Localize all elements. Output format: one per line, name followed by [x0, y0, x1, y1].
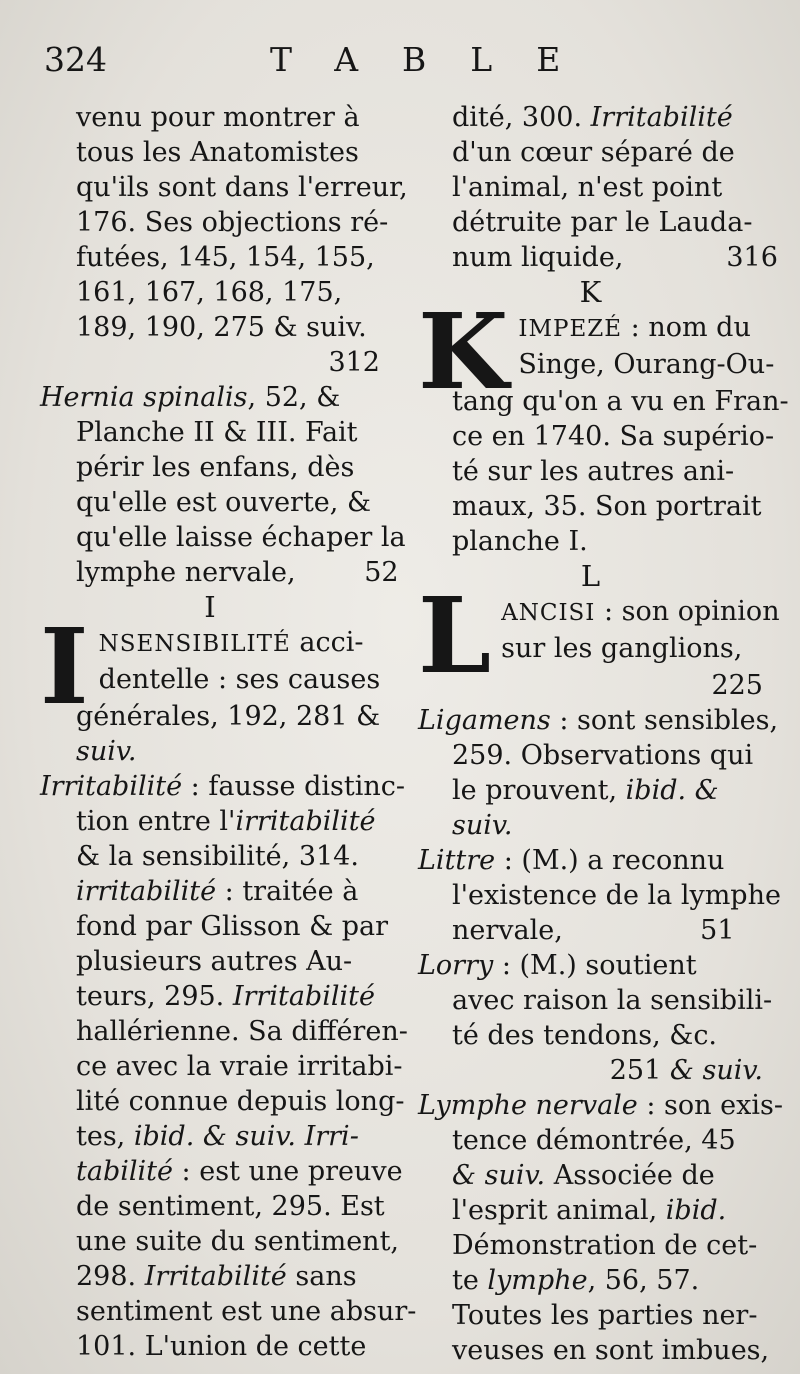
index-entry-continued: venu pour montrer à tous les Anatomistes qu'ils sont dans l'erreur, 176. Ses objections ré- futées, 145, 154, 155, 161, 167, 168, 175, 189, 190, 275 & suiv. 312 [76, 102, 408, 378]
page-header [0, 40, 800, 90]
running-title: TABLE [270, 40, 605, 79]
left-column [40, 100, 417, 1364]
drop-cap: I [40, 605, 89, 728]
index-entry-hernia: Hernia spinalis, 52, & Planche II & III. Fait périr les enfans, dès qu'elle est ouverte, & qu'elle laisse échaper la lymphe nervale, 52 [40, 382, 406, 588]
index-entry-irritabilite: Irritabilité : fausse distinc- tion entre l'irritabilité & la sensibilité, 314. irritabilité : traitée à fond par Glisson & par plusieurs autres Au- teurs, 295. Irritabilité hallérienne. Sa différen- ce avec la vraie irritabi- lité connue depuis long- tes, ibid. & suiv. Irri- tabilité : est une preuve de sentiment, 295. Est une suite du sentiment, 298. Irritabilité sans sentiment est une absur- 101. L'union de cette [40, 771, 417, 1362]
drop-cap: L [418, 574, 492, 697]
index-entry-lymphe: Lymphe nervale : son exis- tence démontrée, 45 & suiv. Associée de l'esprit animal, ibid. Démonstration de cet- te lymphe, 56, 57. Toutes les parties ner- veuses en sont imbues, [418, 1090, 783, 1366]
index-entry-insensibilite: I NSENSIBILITÉ acci- dentelle : ses causes générales, 192, 281 & suiv. [40, 605, 381, 767]
index-entry-lorry: Lorry : (M.) soutient avec raison la sensibili- té des tendons, &c. 251 & suiv. [418, 950, 773, 1086]
entry-term: Littre [418, 845, 496, 876]
page-number: 324 [44, 40, 107, 79]
index-entry-kimpeze: K IMPEZÉ : nom du Singe, Ourang-Ou- tang qu'on a vu en Fran- ce en 1740. Sa supério- té sur les autres ani- maux, 35. Son portrait planche I. [418, 290, 789, 557]
section-letter-k: K [579, 275, 602, 309]
entry-term: Lymphe nervale [418, 1090, 638, 1121]
index-entry-ligamens: Ligamens : sont sensibles, 259. Observations qui le prouvent, ibid. & suiv. [418, 705, 779, 841]
entry-term: Lorry [418, 950, 494, 981]
index-entry-lancisi: L ANCISI : son opinion sur les ganglions, 225 [418, 574, 780, 701]
index-entry-littre: Littre : (M.) a reconnu l'existence de la lymphe nervale, 51 [418, 845, 781, 946]
index-entry-continued-right: dité, 300. Irritabilité d'un cœur séparé de l'animal, n'est point détruite par le Lauda- num liquide, 316 [452, 102, 778, 273]
right-column [418, 100, 789, 1368]
section-letter-l: L [580, 559, 601, 593]
drop-cap: K [418, 290, 509, 413]
section-letter-i: I [204, 590, 216, 624]
entry-term: Irritabilité [40, 771, 183, 802]
entry-term: Ligamens [418, 705, 551, 736]
entry-term: Hernia spinalis [40, 382, 248, 413]
